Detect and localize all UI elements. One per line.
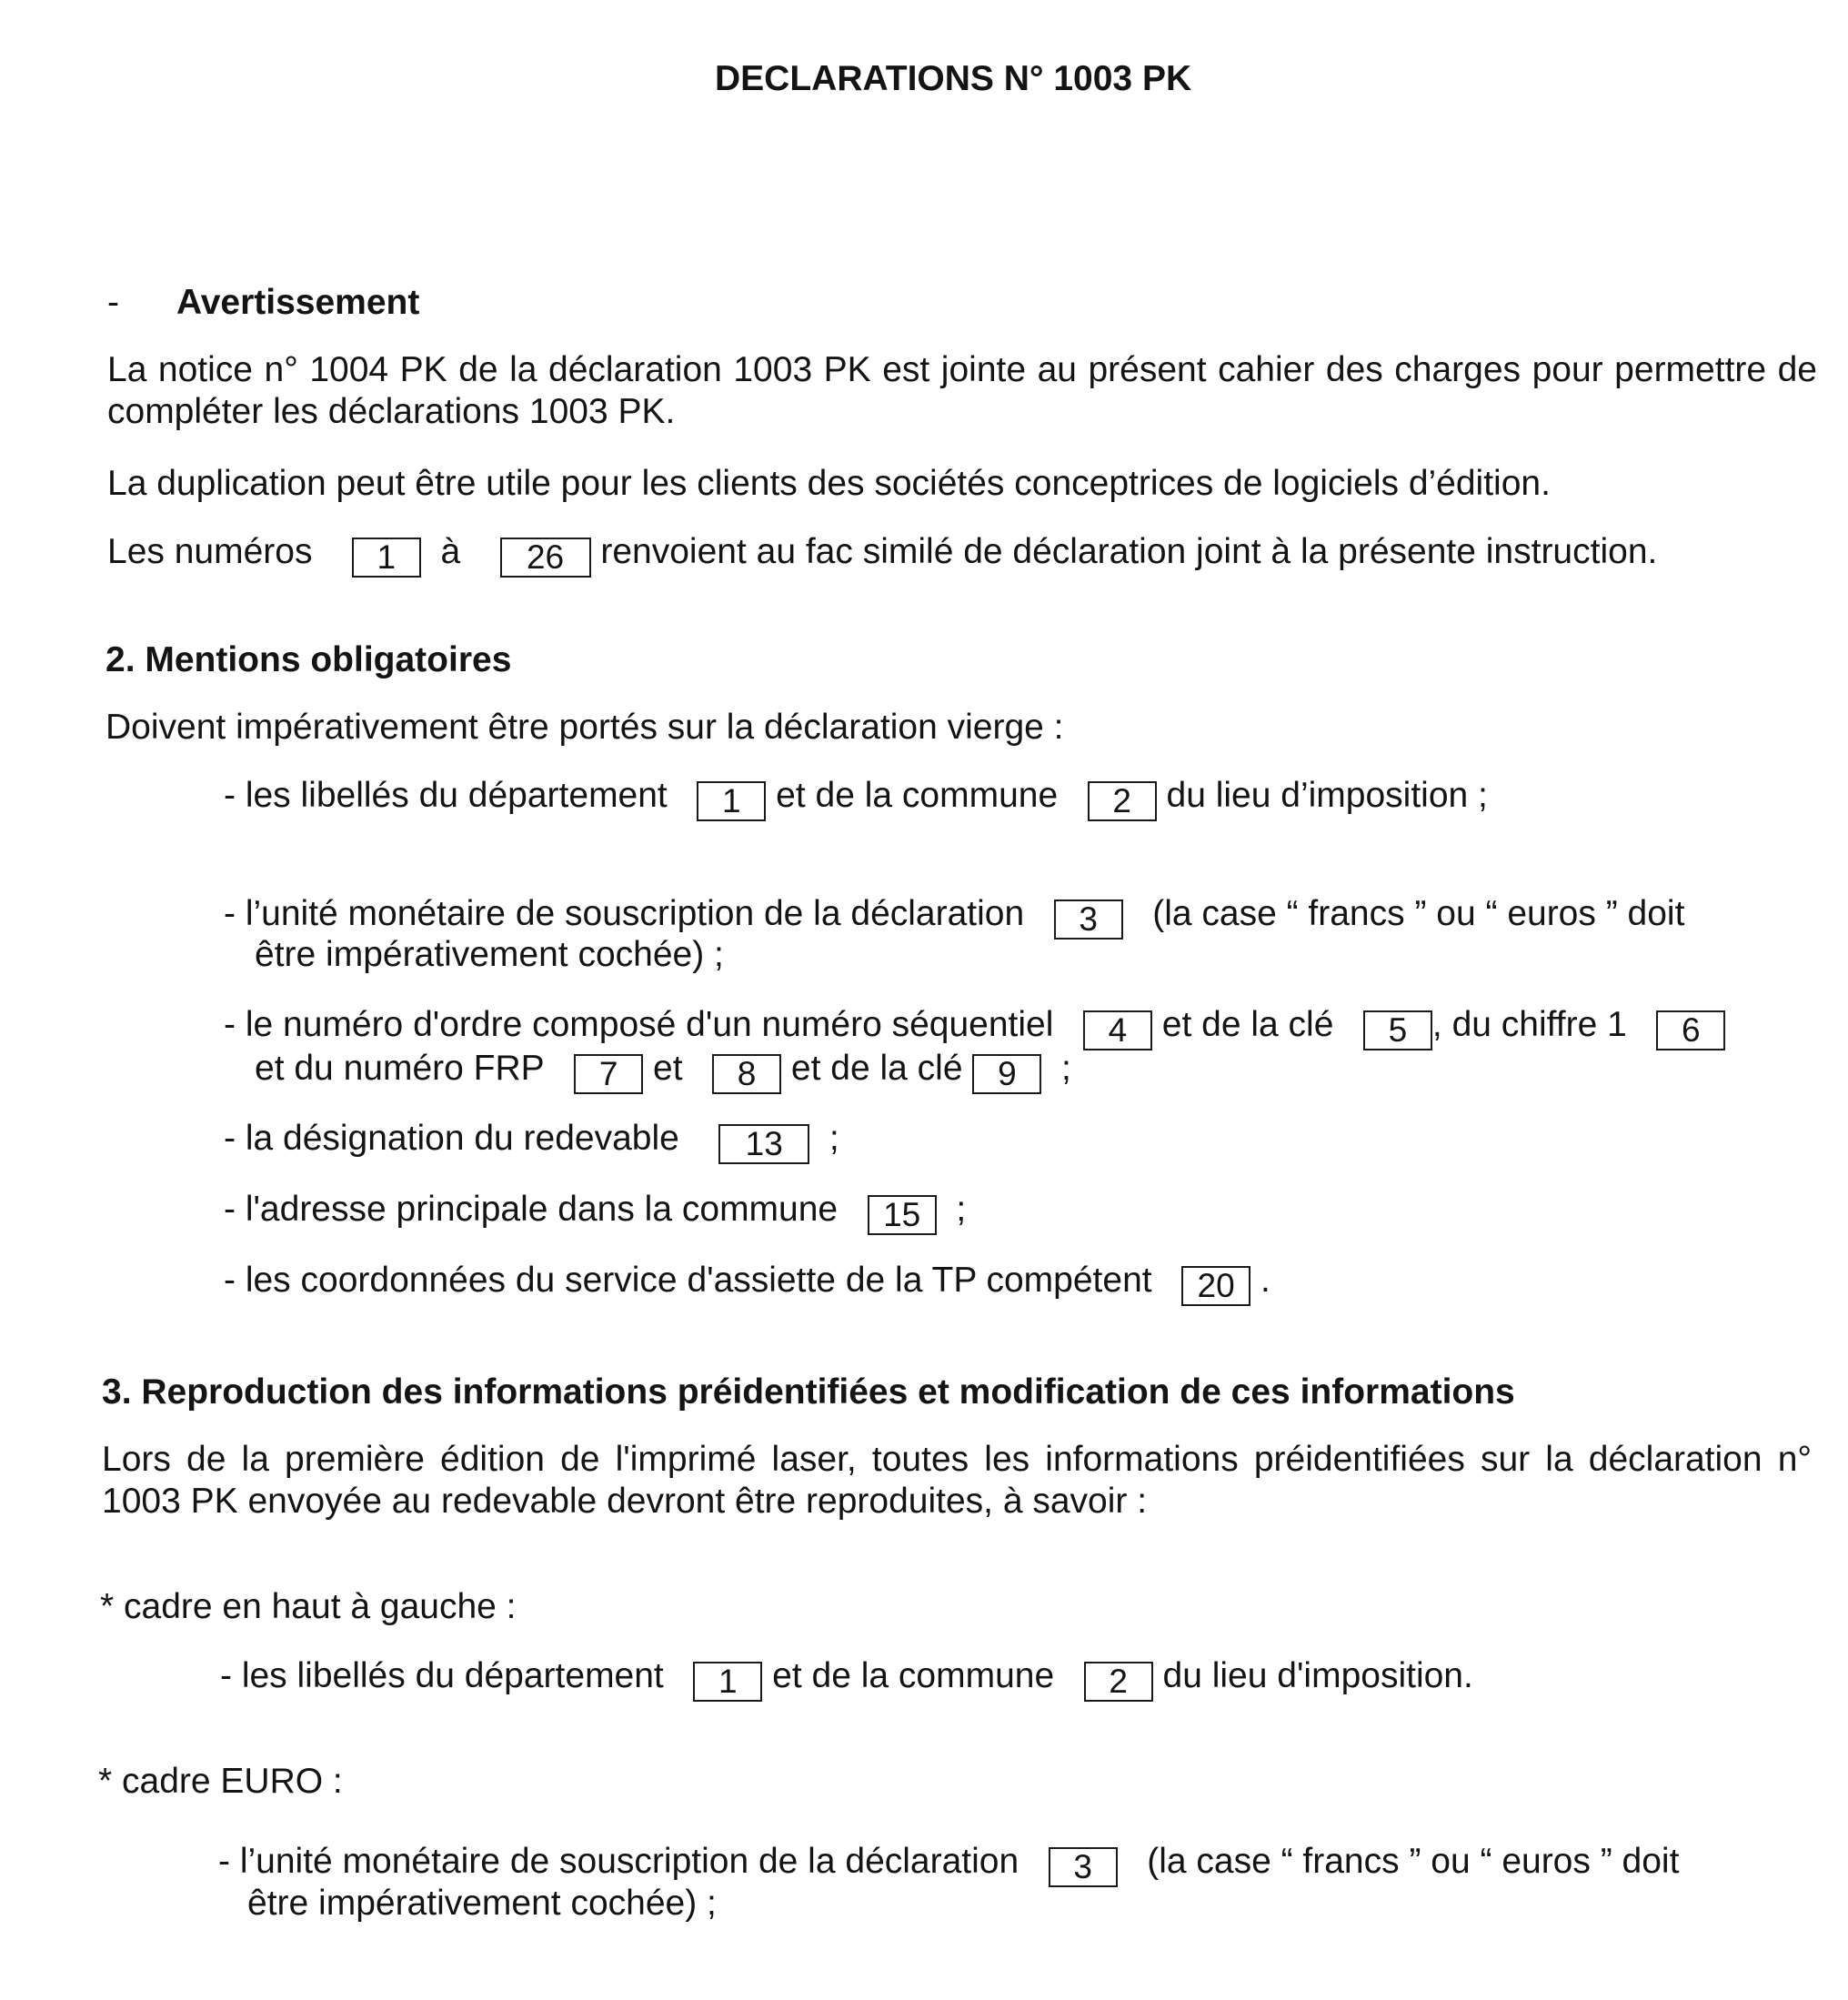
text-segment: (la case “ francs ” ou “ euros ” doit <box>1152 894 1685 933</box>
text-segment: Les numéros <box>107 532 313 571</box>
text-segment: . <box>1260 1261 1270 1300</box>
text-segment: et de la commune <box>776 776 1059 815</box>
bullet-dash: - <box>107 283 119 322</box>
reference-box: 3 <box>1049 1847 1118 1887</box>
reference-box: 20 <box>1181 1266 1250 1306</box>
reference-box: 2 <box>1084 1662 1153 1702</box>
avertissement-paragraph-1: La notice n° 1004 PK de la déclaration 1003 PK est jointe au présent cahier des charges pour permettre de compléter les déclarations 1003 PK. <box>107 350 1817 431</box>
text-segment: (la case “ francs ” ou “ euros ” doit <box>1147 1842 1680 1881</box>
section-3-intro: Lors de la première édition de l'imprimé laser, toutes les informations préidentifiées sur la déclaration n° 1003 PK envoyée au redevable devront être reproduites, à savoir : <box>102 1440 1812 1521</box>
text-segment: du lieu d’imposition ; <box>1166 776 1488 815</box>
text-segment: ; <box>829 1119 839 1158</box>
section-2-item-4 <box>224 1118 839 1164</box>
reference-box: 6 <box>1656 1010 1725 1050</box>
section-2-item-1 <box>224 775 1488 821</box>
section-2-item-2 <box>224 893 1684 940</box>
text-segment: - l'adresse principale dans la commune <box>224 1190 839 1229</box>
text-segment: et de la clé <box>1161 1005 1334 1044</box>
section-2-item-3 <box>224 1004 1725 1050</box>
reference-box: 8 <box>712 1054 781 1094</box>
section-3-heading: 3. Reproduction des informations préidentifiées et modification de ces informations <box>102 1372 1515 1412</box>
reference-box: 3 <box>1054 899 1123 940</box>
text-segment: et du numéro FRP <box>255 1049 545 1088</box>
section-2-item-5 <box>224 1189 966 1235</box>
section-2-item-6 <box>224 1260 1270 1306</box>
reference-box: 1 <box>352 538 421 578</box>
reference-box: 1 <box>693 1662 762 1702</box>
text-segment: et de la clé <box>790 1049 963 1088</box>
reference-box: 7 <box>574 1054 643 1094</box>
reference-box: 4 <box>1083 1010 1152 1050</box>
text-segment: - l’unité monétaire de souscription de la déclaration <box>218 1842 1019 1881</box>
cadre-euro-label: * cadre EURO : <box>98 1762 343 1801</box>
text-segment: - le numéro d'ordre composé d'un numéro séquentiel <box>224 1005 1054 1044</box>
reference-box: 5 <box>1363 1010 1432 1050</box>
text-segment: et <box>653 1049 683 1088</box>
section-2-intro: Doivent impérativement être portés sur la déclaration vierge : <box>105 708 1064 747</box>
reference-box: 9 <box>972 1054 1041 1094</box>
text-segment: renvoient au fac similé de déclaration joint à la présente instruction. <box>600 532 1658 571</box>
avertissement-paragraph-2: La duplication peut être utile pour les clients des sociétés conceptrices de logiciels d’édition. <box>107 464 1551 503</box>
cadre-euro-item-continuation: être impérativement cochée) ; <box>247 1884 717 1923</box>
text-segment: - la désignation du redevable <box>224 1119 679 1158</box>
text-segment: et de la commune <box>772 1656 1055 1695</box>
reference-box: 13 <box>718 1124 809 1164</box>
text-segment: - l’unité monétaire de souscription de la déclaration <box>224 894 1025 933</box>
text-segment: - les libellés du département <box>224 776 668 815</box>
reference-box: 26 <box>500 538 591 578</box>
text-segment: ; <box>956 1190 967 1229</box>
section-2-heading: 2. Mentions obligatoires <box>105 640 512 679</box>
cadre-euro-item <box>218 1841 1679 1887</box>
section-2-item-3-continuation <box>255 1048 1071 1094</box>
text-segment: - les coordonnées du service d'assiette de la TP compétent <box>224 1261 1152 1300</box>
text-segment: , du chiffre 1 <box>1431 1005 1627 1044</box>
cadre-haut-gauche-label: * cadre en haut à gauche : <box>100 1587 517 1626</box>
avertissement-heading: Avertissement <box>176 283 420 322</box>
text-segment: - les libellés du département <box>220 1656 664 1695</box>
document-title: DECLARATIONS N° 1003 PK <box>715 59 1192 98</box>
section-2-item-2-continuation: être impérativement cochée) ; <box>255 935 724 974</box>
text-segment: à <box>440 532 461 571</box>
avertissement-paragraph-3 <box>107 531 1657 578</box>
text-segment: du lieu d'imposition. <box>1162 1656 1473 1695</box>
reference-box: 1 <box>697 781 766 821</box>
cadre-haut-gauche-item <box>220 1655 1473 1702</box>
reference-box: 2 <box>1088 781 1157 821</box>
text-segment: ; <box>1061 1049 1071 1088</box>
reference-box: 15 <box>868 1195 937 1235</box>
